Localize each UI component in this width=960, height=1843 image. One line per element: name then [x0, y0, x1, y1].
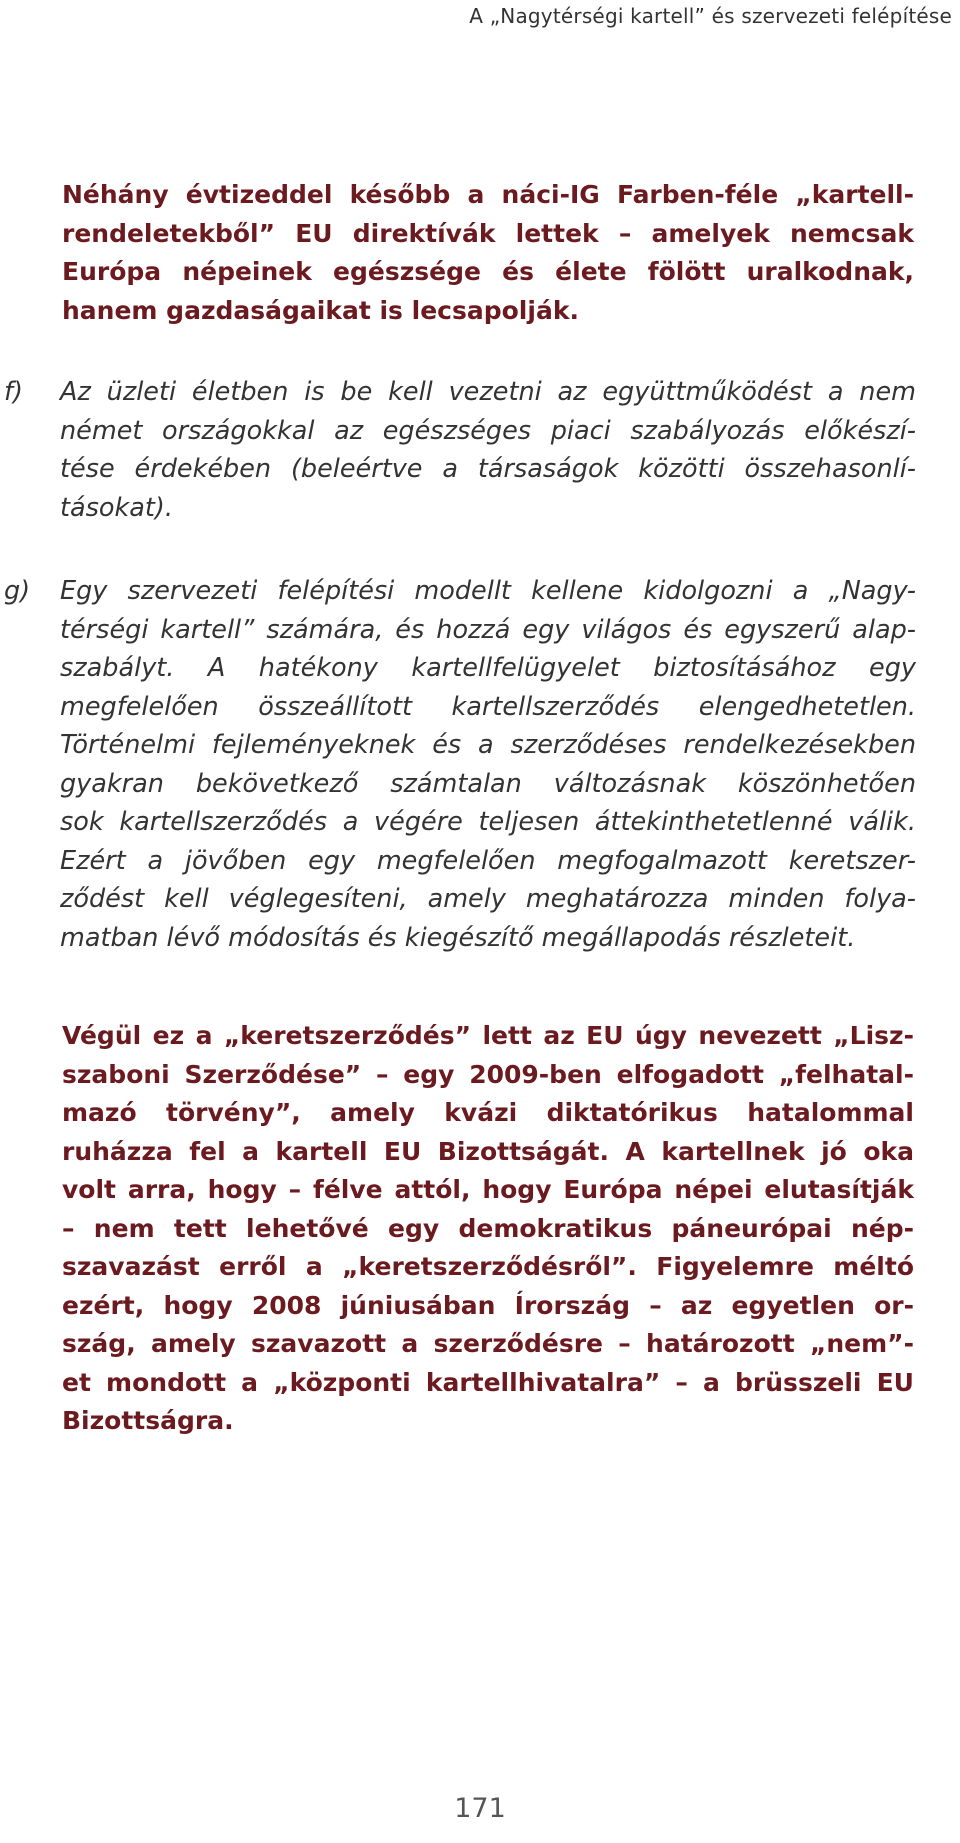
text-line: gyakran bekövetkező számtalan változásnak köszönhetően — [60, 768, 916, 799]
list-marker: g) — [4, 576, 31, 606]
text-line: Néhány évtizeddel később a náci-IG Farben-féle „kartell- — [62, 180, 914, 209]
text-line: tése érdekében (beleértve a társaságok közötti összehasonlí- — [60, 454, 916, 484]
text-line: rendeletekből” EU direktívák lettek – amelyek nemcsak — [62, 218, 914, 248]
page-number: 171 — [454, 1793, 506, 1824]
text-line: Végül ez a „keretszerződés” lett az EU úgy nevezett „Lisz- — [62, 1021, 914, 1050]
highlighted-paragraph-1 — [62, 176, 914, 330]
text-line: szavazást erről a „keretszerződésről”. Figyelemre méltó — [62, 1252, 914, 1281]
text-line: Történelmi fejleményeknek és a szerződéses rendelkezésekben — [60, 730, 916, 760]
text-line: ruházza fel a kartell EU Bizottságát. A kartellnek jó oka — [62, 1136, 914, 1166]
text-line: Bizottságra. — [62, 1406, 234, 1435]
text-line: hanem gazdaságaikat is lecsapolják. — [62, 295, 579, 325]
text-line: térségi kartell” számára, és hozzá egy világos és egyszerű alap- — [60, 614, 916, 645]
text-line: ezért, hogy 2008 júniusában Írország – az egyetlen or- — [62, 1290, 914, 1320]
text-line: Európa népeinek egészsége és élete fölött uralkodnak, — [62, 257, 914, 286]
text-line: matban lévő módosítás és kiegészítő megállapodás részleteit. — [60, 922, 856, 953]
text-line: szaboni Szerződése” – egy 2009-ben elfogadott „felhatal- — [62, 1059, 914, 1089]
text-line: sok kartellszerződés a végére teljesen áttekinthetetlenné válik. — [60, 807, 916, 837]
text-line: Egy szervezeti felépítési modellt kellene kidolgozni a „Nagy- — [60, 576, 916, 606]
text-line: megfelelően összeállított kartellszerződés elengedhetetlen. — [60, 691, 916, 722]
text-line: szág, amely szavazott a szerződésre – határozott „nem”- — [62, 1329, 914, 1358]
text-line: – nem tett lehetővé egy demokratikus páneurópai nép- — [62, 1213, 914, 1243]
text-line: tásokat). — [60, 492, 173, 523]
highlighted-paragraph-2 — [62, 1017, 914, 1441]
text-line: Az üzleti életben is be kell vezetni az együttműködést a nem — [60, 377, 916, 407]
running-header: A „Nagytérségi kartell” és szervezeti felépítése — [469, 4, 952, 28]
text-line: mazó törvény”, amely kvázi diktatórikus hatalommal — [62, 1098, 914, 1127]
list-item-body — [60, 572, 916, 957]
text-line: szabályt. A hatékony kartellfelügyelet biztosításához egy — [60, 653, 916, 683]
text-line: volt arra, hogy – félve attól, hogy Európa népei elutasítják — [62, 1175, 914, 1204]
text-line: ződést kell véglegesíteni, amely meghatározza minden folya- — [60, 884, 916, 914]
text-line: Ezért a jövőben egy megfelelően megfogalmazott keretszer- — [60, 845, 916, 876]
list-item-body — [60, 373, 916, 527]
text-line: et mondott a „központi kartellhivatalra” – a brüsszeli EU — [62, 1367, 914, 1397]
text-line: német országokkal az egészséges piaci szabályozás előkészí- — [60, 415, 916, 446]
list-marker: f) — [4, 377, 23, 407]
